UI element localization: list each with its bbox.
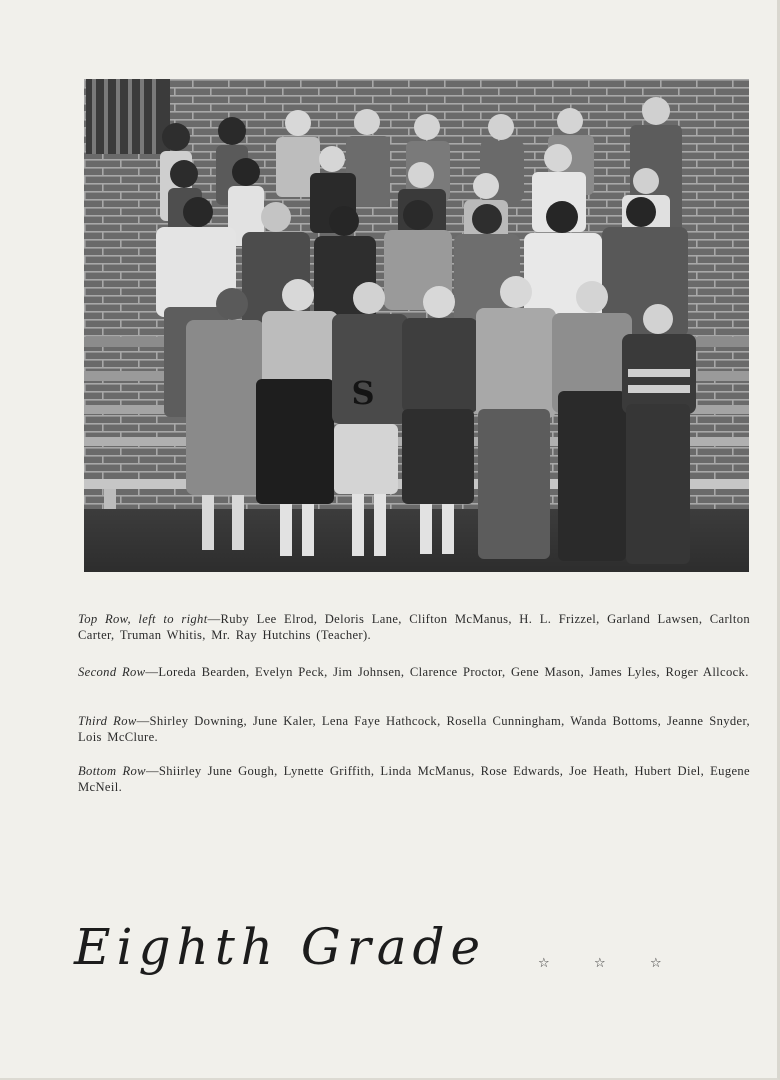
caption-bottom-row-names: —Shiirley June Gough, Lynette Griffith, Linda McManus, Rose Edwards, Joe Heath, Hubert Diel, Eugene McNeil. <box>78 764 750 794</box>
caption-third-row-names: —Shirley Downing, June Kaler, Lena Faye Hathcock, Rosella Cunningham, Wanda Bottoms, Jeanne Snyder, Lois McClure. <box>78 714 751 744</box>
caption-top-row-names: —Ruby Lee Elrod, Deloris Lane, Clifton McManus, H. L. Frizzel, Garland Lawsen, Carlton Carter, Truman Whitis, Mr. Ray Hutchins (Teacher). <box>78 612 750 642</box>
grade-title-block <box>74 918 674 1008</box>
star-icon: ☆ <box>594 956 606 971</box>
caption-second-row <box>78 664 750 680</box>
wall-vent <box>86 79 170 154</box>
caption-top-row-label: Top Row, left to right <box>78 612 208 626</box>
caption-bottom-row-label: Bottom Row <box>78 764 146 778</box>
grade-title: Eighth Grade <box>74 918 487 976</box>
class-photo <box>84 79 749 572</box>
star-ornaments <box>538 956 706 971</box>
star-icon: ☆ <box>650 956 662 971</box>
caption-second-row-label: Second Row <box>78 665 146 679</box>
caption-top-row <box>78 611 750 643</box>
caption-bottom-row <box>78 763 750 795</box>
caption-third-row-label: Third Row <box>78 714 137 728</box>
sweater-letter: S <box>351 374 375 412</box>
star-icon: ☆ <box>538 956 550 971</box>
caption-second-row-names: —Loreda Bearden, Evelyn Peck, Jim Johnsen, Clarence Proctor, Gene Mason, James Lyles, Roger Allcock. <box>145 665 749 679</box>
caption-third-row <box>78 713 750 745</box>
